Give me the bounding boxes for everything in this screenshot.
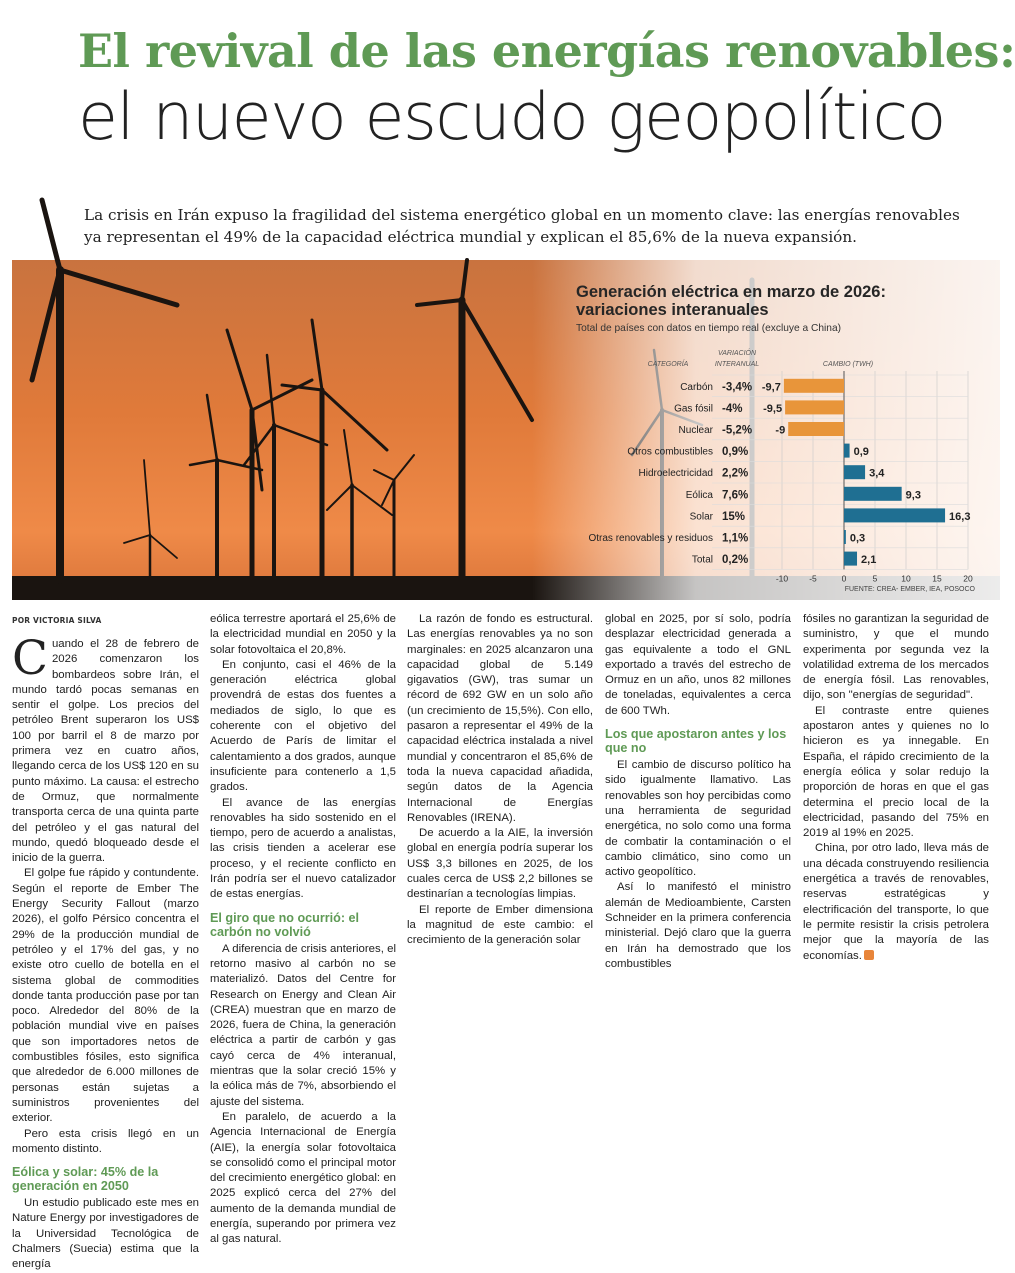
data-label: 16,3 [949,510,971,523]
bar [784,379,844,393]
variation-label: 1,1% [722,532,749,545]
paragraph-text: China, por otro lado, lleva más de una década construyendo resiliencia energética a través de renovables, reservas estratégicas y electrificación del transporte, lo que le permite resistir la crisis petrolera mejor que la mayoría de las economías. [803,842,989,962]
headline-line-2: el nuevo escudo geopolítico [78,80,945,155]
paragraph [803,841,989,963]
variation-label: -5,2% [722,424,753,437]
article-column-4 [605,612,791,972]
variation-label: 0,2% [722,554,749,567]
category-label: Nuclear [678,425,713,436]
end-mark-icon [864,950,874,960]
x-tick-label: 15 [932,573,942,584]
x-tick-label: 10 [901,573,911,584]
x-tick-label: 5 [872,573,878,584]
electricity-generation-chart [560,270,990,598]
bar [844,465,865,479]
data-label: -9 [775,424,786,437]
paragraph: Pero esta crisis llegó en un momento distinto. [12,1127,199,1155]
paragraph: uando el 28 de febrero de 2026 comenzaron los bombardeos sobre Irán, el mundo tardó pocas semanas en sentir el golpe. Los precios del petróleo Brent superaron los US$ 100 por barril el 8 de marzo por primera vez en cuatro años, llegando cerca de los US$ 120 en su punto máximo. La causa: el estrecho de Ormuz, que normalmente transporta cerca de una quinta parte del petróleo y el gas natural del mundo, quedó bloqueado desde el inicio de la guerra. [12,638,199,865]
chart-source: FUENTE: CREA- EMBER, IEA, POSOCO [844,586,975,593]
headline-line-1: El revival de las energías renovables: [78,24,1015,78]
category-label: Gas fósil [674,403,713,415]
x-tick-label: 0 [841,573,847,584]
category-label: Solar [689,511,713,523]
category-label: Hidroelectricidad [638,468,713,480]
category-label: Otros combustibles [627,446,713,458]
data-label: 0,3 [849,532,866,545]
variation-label: 0,9% [722,446,749,459]
x-tick-label: -5 [809,573,817,584]
data-label: 0,9 [853,446,869,459]
paragraph: El avance de las energías renovables ha sido sostenido en el tiempo, pero de acuerdo a analistas, las crisis tienden a acelerar ese proceso, y el reciente conflicto en Irán podría ser el nuevo catalizador de estas energías. [210,796,396,901]
header-category: CATEGORÍA [647,361,689,368]
data-label: 3,4 [869,467,885,480]
paragraph: En conjunto, casi el 46% de la generación eléctrica global provendrá de estas dos fuentes a mediados de siglo, lo que es coherente con el objetivo del Acuerdo de París de limitar el calentamiento a dos grados, aunque insuficiente para contenerlo a 1,5 grados. [210,658,396,794]
category-label: Otras renovables y residuos [588,533,713,544]
article-column-3 [407,612,593,949]
data-label: 2,1 [861,554,877,567]
paragraph: global en 2025, por sí solo, podría desplazar electricidad generada a gas equivalente a todo el GNL exportado a través del estrecho de Ormuz en un año, unos 82 millones de toneladas, equivalentes a cerca de 600 TWh. [605,613,791,717]
byline: POR VICTORIA SILVA [12,616,102,625]
bar [844,530,846,544]
paragraph: A diferencia de crisis anteriores, el retorno masivo al carbón no se materializó. Datos del Centre for Research on Energy and Clean Air (CREA) muestran que en marzo de 2026, fuera de China, la generación eléctrica a partir de carbón y gas cayó cerca de 4% interanual, mientras que la solar creció 15% y la eólica más de 7%, absorbiendo el ajuste del sistema. [210,942,396,1108]
paragraph: De acuerdo a la AIE, la inversión global en energía podría superar los US$ 3,3 billones en 2025, de los cuales cerca de US$ 2,2 billones se destinarían a tecnologías limpias. [407,827,593,901]
x-tick-label: 20 [963,573,973,584]
article-column-2 [210,612,396,1248]
header-variation: VARIACIÓN [717,350,757,357]
section-heading: Los que apostaron antes y los que no [605,727,787,756]
data-label: -9,7 [761,381,781,394]
bar [844,487,902,501]
drop-cap: C [12,631,48,686]
category-label: Carbón [680,381,713,393]
article-column-5 [803,612,989,964]
data-label: -9,5 [763,402,783,415]
article-column-1 [12,631,199,1273]
bar [844,552,857,566]
chart-subtitle: Total de países con datos en tiempo real (excluye a China) [576,323,842,334]
paragraph: El cambio de discurso político ha sido igualmente llamativo. Las renovables son hoy percibidas como una herramienta de seguridad energética, no solo como una forma de combatir la contaminación o el cambio climático, sino como un activo geopolítico. [605,759,791,879]
paragraph: fósiles no garantizan la seguridad de suministro, y que el mundo experimenta por segunda vez la volatilidad extrema de los mercados de energía fósil. Las renovables, dijo, son "energías de seguridad". [803,613,989,702]
paragraph: El contraste entre quienes apostaron antes y quienes no lo hicieron es ya innegable. En España, el rápido crecimiento de la energía eólica y solar redujo la proporción de horas en que el gas determina el precio local de la electricidad, pasando del 75% en 2019 al 19% en 2025. [803,704,989,840]
variation-label: -4% [722,402,743,415]
bar [788,422,844,436]
category-label: Total [691,554,713,566]
header-change: CAMBIO (TWH) [822,361,874,368]
chart-plot [560,270,990,598]
paragraph: En paralelo, de acuerdo a la Agencia Internacional de Energía (AIE), la energía solar fotovoltaica se consolidó como el principal motor del crecimiento energético global: en 2025 explicó cerca del 27% del aumento de la demanda mundial de energía, superando por primera vez al gas natural. [210,1110,396,1246]
paragraph: El golpe fue rápido y contundente. Según el reporte de Ember The Energy Security Fallout (marzo 2026), el golfo Pérsico concentra el 29% de la producción mundial de petróleo y el 17% del gas, y no existe otro cuello de botella en el sistema global de commodities donde tanta producción pase por tan poco. Alrededor del 80% de la población mundial vive en países que son importadores netos de combustibles fósiles, esto significa que alrededor de 6.000 millones de personas están sujetas a suministros provenientes del exterior. [12,867,199,1125]
lead-paragraph: La crisis en Irán expuso la fragilidad del sistema energético global en un momento clave: las energías renovables ya representan el 49% de la capacidad eléctrica mundial y explican el 85,6% de la nueva expansión. [84,206,960,246]
category-label: Eólica [685,489,713,501]
data-label: 9,3 [905,489,921,502]
variation-label: 15% [722,510,746,523]
x-tick-label: -10 [775,573,789,584]
bar [844,444,850,458]
variation-label: 2,2% [722,467,749,480]
paragraph: Un estudio publicado este mes en Nature Energy por investigadores de la Universidad Tecnológica de Chalmers (Suecia) estima que la energía [12,1197,199,1271]
section-heading: El giro que no ocurrió: el carbón no volvió [210,910,360,939]
paragraph: Así lo manifestó el ministro alemán de Medioambiente, Carsten Schneider en la primera conferencia ministerial. Dejó claro que la guerra en Irán ha demostrado que los combustibles [605,881,791,970]
section-heading: Eólica y solar: 45% de la generación en 2050 [12,1165,159,1194]
paragraph: eólica terrestre aportará el 25,6% de la electricidad mundial en 2050 y la solar fotovoltaica el 20,8%. [210,613,396,656]
header-variation: INTERANUAL [714,361,760,368]
paragraph: La razón de fondo es estructural. Las energías renovables ya no son marginales: en 2025 alcanzaron una capacidad global de 5.149 gigavatios (GW), tras sumar un récord de 692 GW en un solo año (un crecimiento de 15,5%). Con ello, pasaron a representar el 49% de la capacidad eléctrica instalada a nivel mundial y concentraron el 85,6% de toda la nueva capacidad añadida, según datos de la Agencia Internacional de Energías Renovables (IRENA). [407,613,593,824]
paragraph: El reporte de Ember dimensiona la magnitud de este cambio: el crecimiento de la generación solar [407,903,593,947]
variation-label: -3,4% [722,381,753,394]
variation-label: 7,6% [722,489,749,502]
bar [844,508,945,522]
bar [785,400,844,414]
chart-title: Generación eléctrica en marzo de 2026: variaciones interanuales [576,283,886,319]
